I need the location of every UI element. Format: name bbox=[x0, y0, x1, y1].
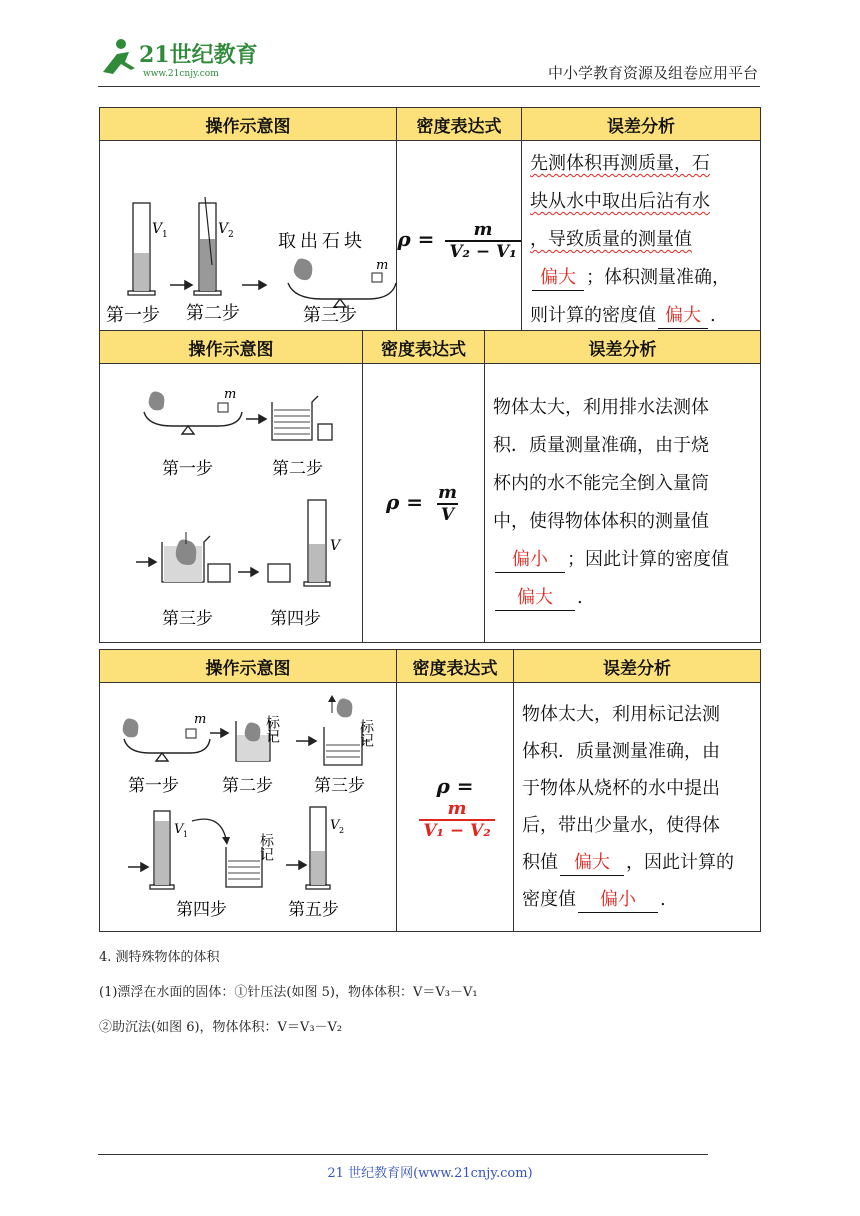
rho-symbol: ρ = bbox=[385, 489, 423, 514]
analysis-line: 杯内的水不能完全倒入量筒 bbox=[493, 473, 709, 494]
col-header-analysis: 误差分析 bbox=[514, 650, 761, 683]
note-line: (1)漂浮在水面的固体：①针压法(如图 5)，物体体积：V＝V₃－V₁ bbox=[99, 985, 478, 1000]
footer-link[interactable]: 21 世纪教育网(www.21cnjy.com) bbox=[327, 1166, 533, 1181]
analysis-text: ，因此计算的 bbox=[626, 852, 734, 873]
analysis-cell bbox=[522, 141, 761, 340]
col-header-analysis: 误差分析 bbox=[485, 331, 761, 364]
analysis-text: 密度值 bbox=[522, 889, 576, 910]
formula-cell bbox=[397, 683, 514, 932]
period: . bbox=[577, 587, 583, 608]
analysis-line: 中，使得物体体积的测量值 bbox=[493, 511, 709, 532]
step-label-2: 第二步 bbox=[186, 303, 240, 324]
analysis-text: 积值 bbox=[522, 852, 558, 873]
step-label-5: 第五步 bbox=[288, 900, 339, 920]
density-fraction bbox=[434, 482, 461, 525]
rho-symbol: ρ = bbox=[397, 226, 435, 251]
section-heading: 4. 测特殊物体的体积 bbox=[99, 950, 220, 965]
col-header-formula: 密度表达式 bbox=[397, 650, 514, 683]
label-v2: V bbox=[218, 221, 229, 237]
logo-url: www.21cnjy.com bbox=[143, 69, 219, 79]
analysis-line: 先测体积再测质量，石 bbox=[530, 153, 710, 174]
footer-divider bbox=[98, 1154, 708, 1155]
header-platform-text: 中小学教育资源及组卷应用平台 bbox=[547, 64, 758, 82]
col-header-analysis: 误差分析 bbox=[522, 108, 761, 141]
label-take-out: 取出石块 bbox=[278, 231, 366, 252]
diagram-3 bbox=[100, 683, 397, 927]
step-label-2: 第二步 bbox=[272, 459, 323, 479]
rho-symbol: ρ = bbox=[436, 773, 474, 798]
label-m: m bbox=[224, 387, 237, 402]
fraction-denominator: V bbox=[437, 503, 458, 525]
density-fraction bbox=[419, 798, 494, 841]
answer-blank: 偏大 bbox=[495, 586, 575, 611]
analysis-line: 积．质量测量准确，由于烧 bbox=[493, 435, 709, 456]
fraction-numerator: m bbox=[473, 218, 493, 240]
analysis-text: ；体积测量准确， bbox=[586, 267, 730, 288]
step-label-2: 第二步 bbox=[222, 776, 273, 796]
step-label-1: 第一步 bbox=[162, 459, 213, 479]
label-v: V bbox=[330, 538, 341, 554]
label-v1-sub: 1 bbox=[183, 830, 189, 839]
analysis-line: 物体太大，利用标记法测 bbox=[522, 704, 720, 725]
label-v1-sub: 1 bbox=[162, 230, 168, 240]
answer-blank: 偏小 bbox=[495, 548, 565, 573]
period: . bbox=[660, 889, 666, 910]
analysis-text: ；因此计算的密度值 bbox=[567, 549, 729, 570]
analysis-line: 体积．质量测量准确，由 bbox=[522, 741, 720, 762]
analysis-line bbox=[522, 881, 754, 918]
fraction-denominator: V₂ − V₁ bbox=[445, 240, 520, 262]
step-label-4: 第四步 bbox=[176, 900, 227, 920]
logo-text: 21世纪教育 bbox=[139, 42, 258, 68]
header-divider bbox=[98, 86, 760, 87]
diagram-2 bbox=[100, 364, 363, 638]
step-label-4: 第四步 bbox=[270, 609, 321, 629]
step-label-3: 第三步 bbox=[162, 609, 213, 629]
table-2 bbox=[99, 330, 761, 643]
table-3 bbox=[99, 649, 761, 932]
label-v2-sub: 2 bbox=[228, 230, 234, 240]
diagram-1 bbox=[100, 145, 397, 331]
fraction-denominator: V₁ − V₂ bbox=[419, 819, 494, 841]
answer-blank: 偏大 bbox=[560, 851, 624, 876]
analysis-line bbox=[493, 541, 754, 579]
col-header-diagram: 操作示意图 bbox=[100, 108, 397, 141]
diagram-cell bbox=[100, 141, 397, 340]
fraction-numerator: m bbox=[447, 797, 467, 819]
answer-blank: 偏小 bbox=[578, 888, 658, 913]
analysis-text: 则计算的密度值 bbox=[530, 305, 656, 326]
analysis-line: 块从水中取出后沾有水 bbox=[530, 191, 710, 212]
answer-blank: 偏大 bbox=[658, 304, 708, 329]
col-header-formula: 密度表达式 bbox=[397, 108, 522, 141]
step-label-1: 第一步 bbox=[106, 305, 160, 326]
analysis-cell bbox=[514, 683, 761, 932]
density-fraction bbox=[445, 219, 520, 262]
period: . bbox=[710, 305, 716, 326]
analysis-line bbox=[522, 844, 754, 881]
step-label-3: 第三步 bbox=[303, 305, 357, 326]
analysis-line bbox=[530, 259, 754, 297]
step-label-1: 第一步 bbox=[128, 776, 179, 796]
label-m: m bbox=[376, 258, 389, 273]
label-m: m bbox=[194, 712, 207, 727]
table-1 bbox=[99, 107, 761, 340]
analysis-line: ，导致质量的测量值 bbox=[530, 229, 692, 250]
site-logo bbox=[95, 34, 265, 80]
analysis-cell bbox=[485, 364, 761, 643]
col-header-diagram: 操作示意图 bbox=[100, 331, 363, 364]
diagram-cell bbox=[100, 683, 397, 932]
label-mark: 标记 bbox=[264, 715, 280, 743]
formula-cell bbox=[397, 141, 522, 340]
answer-blank: 偏大 bbox=[532, 266, 584, 291]
analysis-line bbox=[493, 579, 754, 617]
analysis-line: 后，带出少量水，使得体 bbox=[522, 815, 720, 836]
col-header-diagram: 操作示意图 bbox=[100, 650, 397, 683]
step-label-3: 第三步 bbox=[314, 776, 365, 796]
label-v1: V bbox=[152, 221, 163, 237]
label-mark: 标记 bbox=[258, 833, 274, 861]
analysis-line: 于物体从烧杯的水中提出 bbox=[522, 778, 720, 799]
analysis-line: 物体太大，利用排水法测体 bbox=[493, 397, 709, 418]
fraction-numerator: m bbox=[437, 481, 458, 503]
note-line: ②助沉法(如图 6)，物体体积：V＝V₃－V₂ bbox=[99, 1020, 343, 1035]
label-v2-sub: 2 bbox=[339, 826, 345, 835]
diagram-cell bbox=[100, 364, 363, 643]
label-v2: V bbox=[330, 818, 340, 833]
col-header-formula: 密度表达式 bbox=[363, 331, 485, 364]
label-v1: V bbox=[174, 822, 184, 837]
formula-cell bbox=[363, 364, 485, 643]
label-mark: 标记 bbox=[358, 719, 374, 747]
